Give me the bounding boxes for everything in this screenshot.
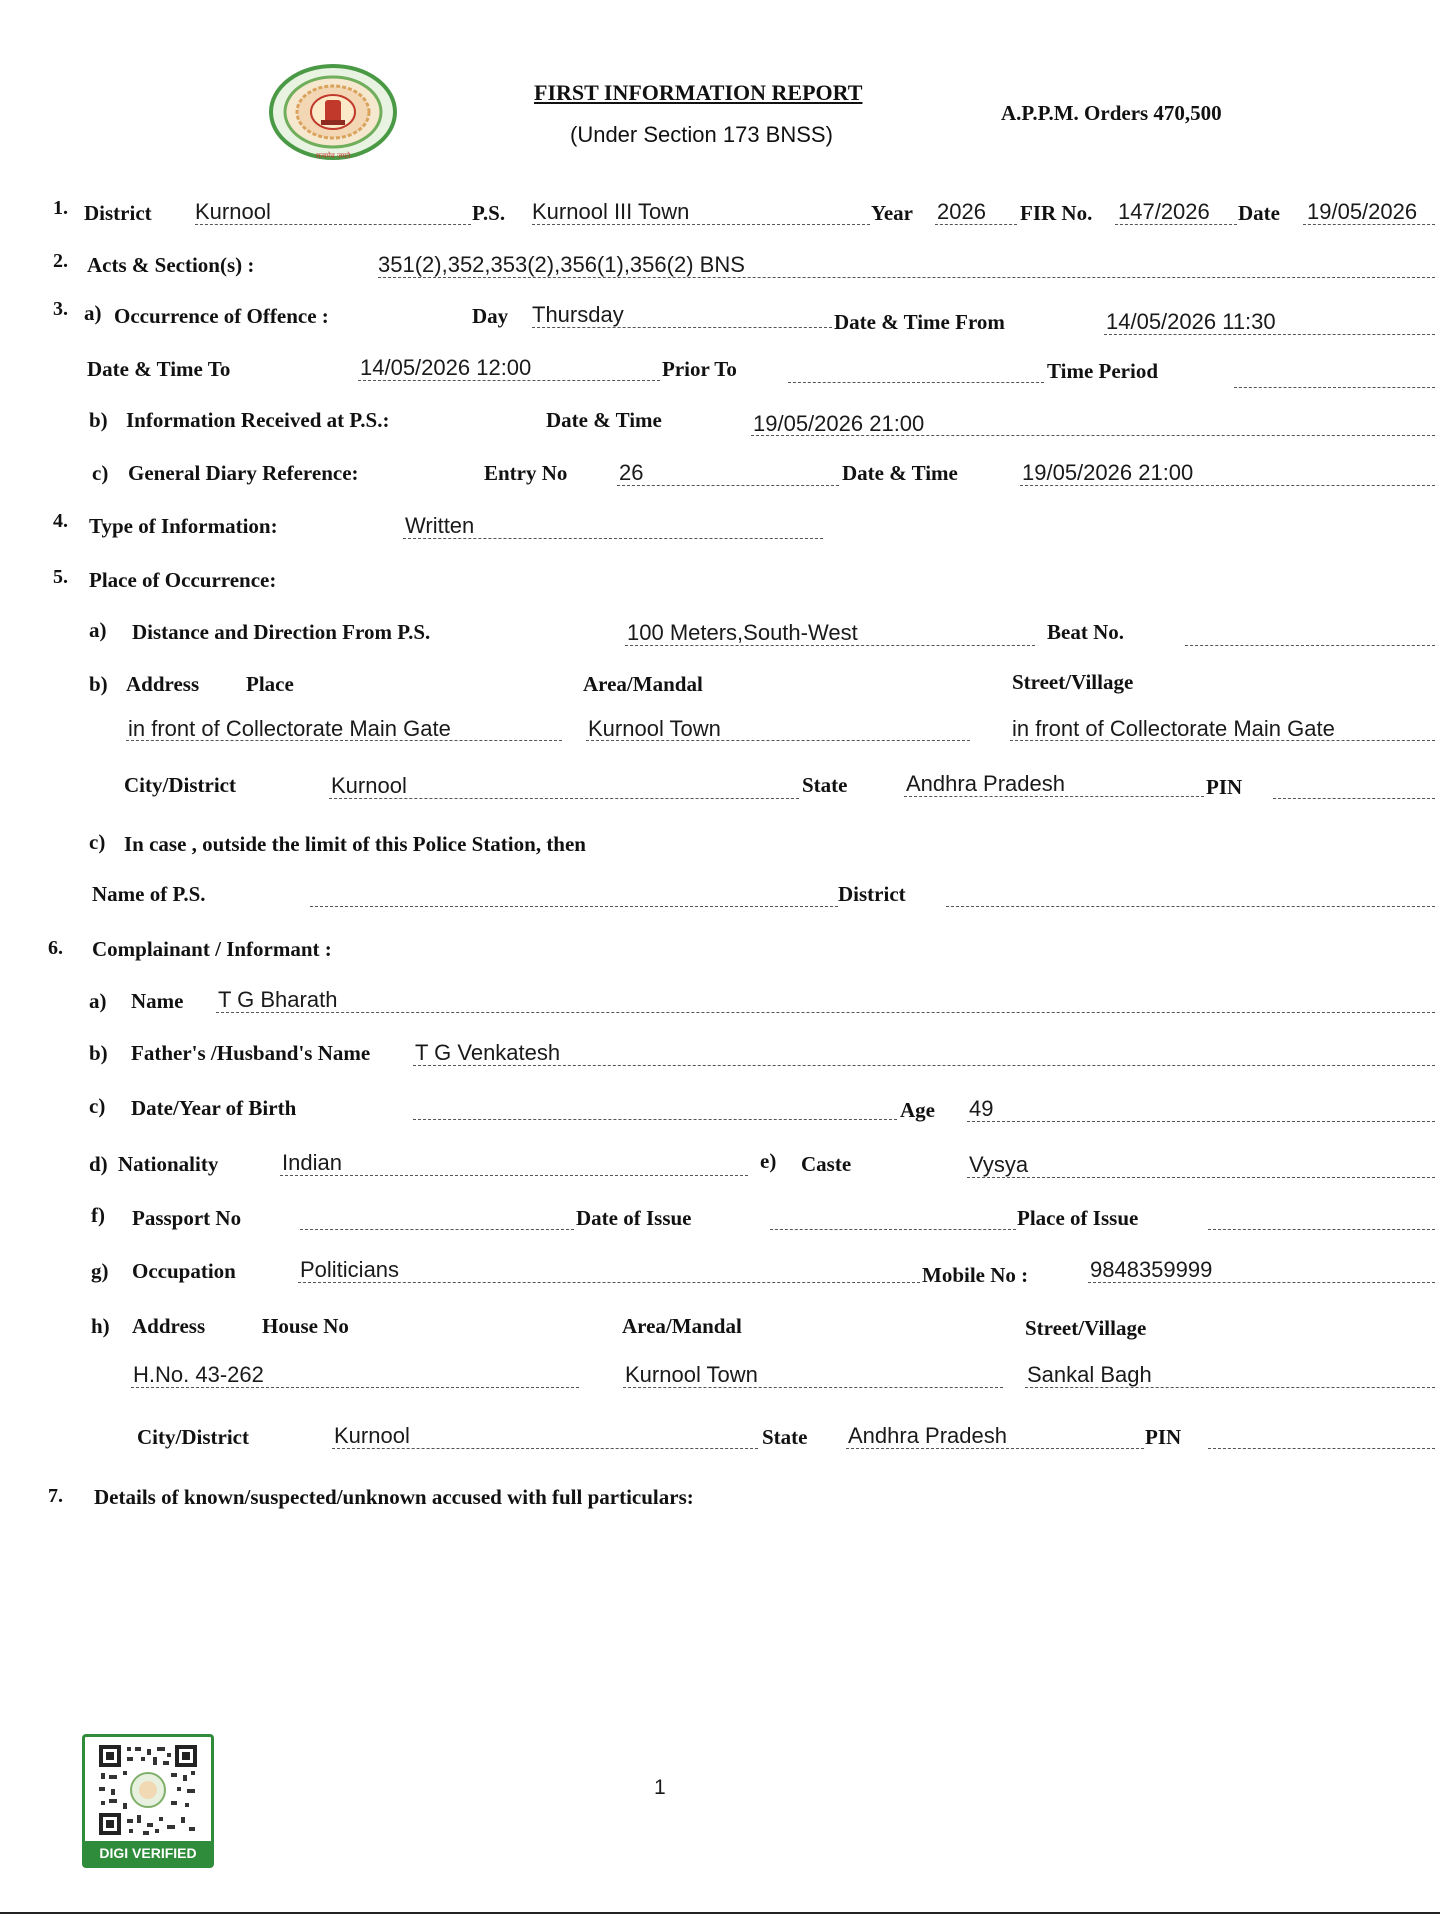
caste-line: [967, 1177, 1435, 1178]
gd-date-time-line: [1020, 485, 1435, 486]
occurrence-place-label: Place: [246, 672, 294, 696]
fir-no-value: 147/2026: [1118, 199, 1210, 224]
father-name-label: Father's /Husband's Name: [131, 1041, 371, 1065]
date-time-from-label: Date & Time From: [834, 310, 1005, 334]
occurrence-address-label: Address: [126, 672, 200, 696]
date-time-to-label: Date & Time To: [87, 357, 231, 381]
occurrence-state-value: Andhra Pradesh: [906, 771, 1065, 796]
fir-no-label: FIR No.: [1020, 201, 1093, 225]
complainant-street-label: Street/Village: [1025, 1316, 1147, 1340]
time-period-label: Time Period: [1047, 359, 1159, 383]
occurrence-state-label: State: [802, 773, 848, 797]
occurrence-pin-label: PIN: [1206, 775, 1243, 799]
mobile-label: Mobile No :: [922, 1263, 1029, 1287]
gd-date-time-value: 19/05/2026 21:00: [1022, 460, 1194, 485]
bottom-rule: [0, 1912, 1440, 1914]
section-6e-marker: e): [760, 1149, 777, 1173]
other-ps-name-label: Name of P.S.: [92, 882, 206, 906]
occurrence-label: Occurrence of Offence :: [114, 304, 329, 328]
age-label: Age: [900, 1098, 935, 1122]
section-6-number: 6.: [48, 937, 63, 959]
complainant-name-label: Name: [131, 989, 184, 1013]
section-5a-marker: a): [89, 618, 107, 642]
other-district-line: [946, 906, 1435, 907]
accused-details-label: Details of known/suspected/unknown accused with full particulars:: [94, 1485, 694, 1509]
section-6h-marker: h): [91, 1314, 110, 1338]
passport-label: Passport No: [132, 1206, 242, 1230]
document-subtitle: (Under Section 173 BNSS): [570, 122, 833, 147]
nationality-label: Nationality: [118, 1152, 219, 1176]
father-name-line: [413, 1065, 1435, 1066]
complainant-street-value: Sankal Bagh: [1027, 1362, 1152, 1387]
appm-orders: A.P.P.M. Orders 470,500: [1001, 101, 1222, 125]
section-6c-marker: c): [89, 1094, 106, 1118]
occurrence-street-line: [1010, 740, 1435, 741]
house-no-line: [131, 1387, 579, 1388]
day-label: Day: [472, 304, 509, 328]
day-line: [532, 327, 832, 328]
date-time-from-line: [1104, 334, 1435, 335]
other-district-label: District: [838, 882, 906, 906]
father-name-value: T G Venkatesh: [415, 1040, 561, 1065]
other-ps-name-line: [310, 906, 838, 907]
date-time-from-value: 14/05/2026 11:30: [1106, 309, 1276, 334]
complainant-city-line: [332, 1448, 758, 1449]
info-date-time-value: 19/05/2026 21:00: [753, 411, 925, 436]
date-of-issue-line: [770, 1229, 1016, 1230]
caste-value: Vysya: [969, 1152, 1029, 1177]
info-received-label: Information Received at P.S.:: [126, 408, 390, 432]
info-type-label: Type of Information:: [89, 514, 278, 538]
entry-no-label: Entry No: [484, 461, 568, 485]
caste-label: Caste: [801, 1152, 852, 1176]
place-of-occurrence-label: Place of Occurrence:: [89, 568, 277, 592]
ps-label: P.S.: [472, 201, 506, 225]
occurrence-place-value: in front of Collectorate Main Gate: [128, 716, 451, 741]
emblem-motto: सत्यमेव जयते: [315, 152, 351, 160]
section-6g-marker: g): [91, 1259, 109, 1283]
ps-value: Kurnool III Town: [532, 199, 690, 224]
acts-value: 351(2),352,353(2),356(1),356(2) BNS: [378, 252, 745, 277]
occurrence-street-value: in front of Collectorate Main Gate: [1012, 716, 1335, 741]
complainant-pin-line: [1208, 1448, 1435, 1449]
fir-date-value: 19/05/2026: [1307, 199, 1418, 224]
dob-line: [413, 1119, 897, 1120]
complainant-area-label: Area/Mandal: [622, 1314, 742, 1338]
house-no-label: House No: [262, 1314, 349, 1338]
section-3c-marker: c): [92, 461, 109, 485]
info-type-value: Written: [405, 513, 475, 538]
entry-no-line: [617, 485, 839, 486]
section-6f-marker: f): [91, 1203, 105, 1227]
section-6b-marker: b): [89, 1041, 108, 1065]
time-period-line: [1234, 387, 1435, 388]
dob-label: Date/Year of Birth: [131, 1096, 297, 1120]
section-1-number: 1.: [53, 197, 68, 219]
day-value: Thursday: [532, 302, 624, 327]
complainant-city-label: City/District: [137, 1425, 249, 1449]
district-value: Kurnool: [195, 199, 271, 224]
occurrence-place-line: [126, 740, 562, 741]
section-3-number: 3.: [53, 298, 68, 320]
complainant-name-line: [216, 1012, 1435, 1013]
age-value: 49: [969, 1096, 994, 1121]
prior-to-label: Prior To: [662, 357, 737, 381]
beat-no-label: Beat No.: [1047, 620, 1124, 644]
digi-verified-badge: [82, 1734, 214, 1868]
complainant-pin-label: PIN: [1145, 1425, 1182, 1449]
nationality-value: Indian: [282, 1150, 342, 1175]
age-line: [967, 1121, 1435, 1122]
section-5c-marker: c): [89, 830, 106, 854]
occurrence-area-line: [586, 740, 970, 741]
date-time-to-value: 14/05/2026 12:00: [360, 355, 532, 380]
section-5-number: 5.: [53, 566, 68, 588]
complainant-address-label: Address: [132, 1314, 206, 1338]
fir-date-line: [1303, 224, 1435, 225]
occurrence-city-line: [329, 798, 799, 799]
document-title: FIRST INFORMATION REPORT: [534, 80, 863, 105]
occurrence-state-line: [904, 796, 1204, 797]
digi-verified-label: DIGI VERIFIED: [85, 1841, 211, 1865]
info-type-line: [403, 538, 823, 539]
year-value: 2026: [937, 199, 986, 224]
acts-label: Acts & Section(s) :: [87, 253, 255, 277]
section-6a-marker: a): [89, 989, 107, 1013]
occupation-label: Occupation: [132, 1259, 236, 1283]
year-label: Year: [871, 201, 913, 225]
occurrence-area-value: Kurnool Town: [588, 716, 721, 741]
complainant-area-line: [623, 1387, 1003, 1388]
mobile-value: 9848359999: [1090, 1257, 1213, 1282]
occurrence-street-label: Street/Village: [1012, 670, 1134, 694]
district-label: District: [84, 201, 152, 225]
section-6d-marker: d): [89, 1152, 108, 1176]
complainant-name-value: T G Bharath: [218, 987, 338, 1012]
distance-label: Distance and Direction From P.S.: [132, 620, 431, 644]
complainant-state-label: State: [762, 1425, 808, 1449]
outside-limit-label: In case , outside the limit of this Police Station, then: [124, 832, 586, 856]
complainant-city-value: Kurnool: [334, 1423, 410, 1448]
year-line: [935, 224, 1017, 225]
occurrence-city-value: Kurnool: [331, 773, 407, 798]
section-2-number: 2.: [53, 250, 68, 272]
complainant-label: Complainant / Informant :: [92, 937, 332, 961]
distance-line: [625, 645, 1035, 646]
section-7-number: 7.: [48, 1485, 63, 1507]
district-line: [195, 224, 471, 225]
prior-to-line: [788, 382, 1044, 383]
state-emblem-icon: [266, 62, 400, 166]
fir-date-label: Date: [1238, 201, 1280, 225]
gd-date-time-label: Date & Time: [842, 461, 958, 485]
entry-no-value: 26: [619, 460, 644, 485]
complainant-state-value: Andhra Pradesh: [848, 1423, 1007, 1448]
passport-line: [300, 1229, 574, 1230]
beat-no-line: [1185, 645, 1435, 646]
complainant-area-value: Kurnool Town: [625, 1362, 758, 1387]
info-date-time-label: Date & Time: [546, 408, 662, 432]
occurrence-pin-line: [1273, 798, 1435, 799]
date-of-issue-label: Date of Issue: [576, 1206, 692, 1230]
acts-line: [378, 277, 1435, 278]
place-of-issue-line: [1208, 1229, 1435, 1230]
section-5b-marker: b): [89, 672, 108, 696]
nationality-line: [280, 1175, 748, 1176]
info-date-time-line: [751, 435, 1435, 436]
complainant-state-line: [846, 1448, 1144, 1449]
mobile-line: [1088, 1282, 1435, 1283]
section-4-number: 4.: [53, 510, 68, 532]
occurrence-city-label: City/District: [124, 773, 236, 797]
distance-value: 100 Meters,South-West: [627, 620, 858, 645]
date-time-to-line: [358, 380, 660, 381]
complainant-street-line: [1025, 1387, 1435, 1388]
occupation-line: [298, 1282, 920, 1283]
house-no-value: H.No. 43-262: [133, 1362, 264, 1387]
fir-no-line: [1115, 224, 1237, 225]
page-number: 1: [654, 1776, 666, 1799]
occurrence-area-label: Area/Mandal: [583, 672, 703, 696]
place-of-issue-label: Place of Issue: [1017, 1206, 1139, 1230]
gd-reference-label: General Diary Reference:: [128, 461, 359, 485]
ps-line: [532, 224, 870, 225]
section-3b-marker: b): [89, 408, 108, 432]
section-3a-marker: a): [84, 301, 102, 325]
qr-code-icon: [97, 1743, 199, 1837]
occupation-value: Politicians: [300, 1257, 400, 1282]
